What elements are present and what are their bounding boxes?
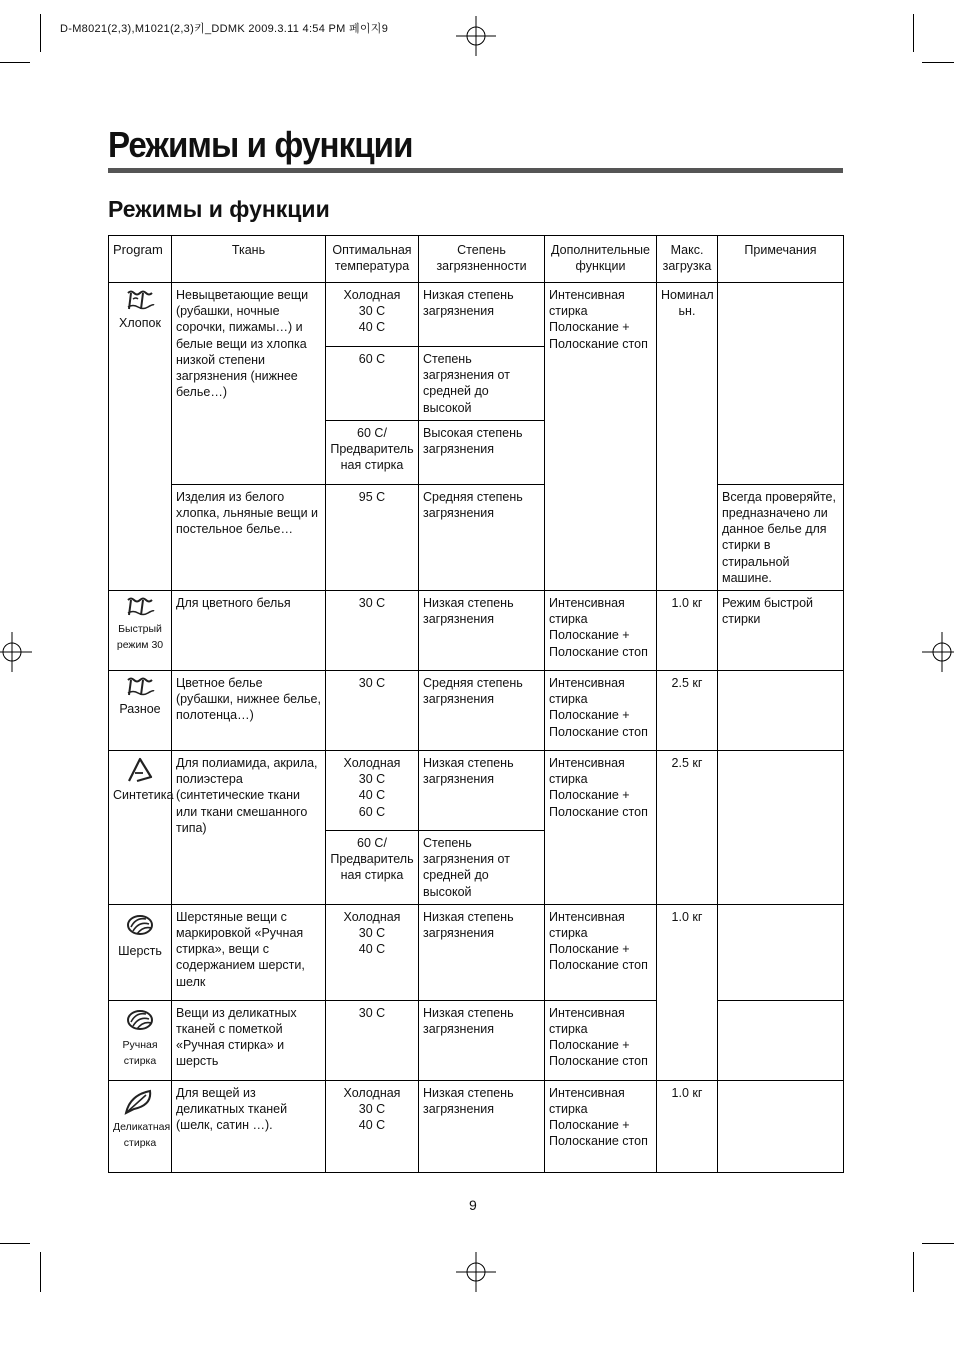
table-row (109, 751, 844, 831)
soil-cell: Средняя степень загрязнения (419, 484, 545, 590)
table-row (109, 1080, 844, 1172)
header-temperature: Оптимальная температура (326, 236, 419, 283)
page-number: 9 (469, 1197, 477, 1213)
temperature-cell: 60 С/ Предваритель ная стирка (326, 831, 419, 905)
fabric-cell: Для цветного белья (172, 591, 326, 671)
fabric-cell: Вещи из деликатных тканей с пометкой «Ручная стирка» и шерсть (172, 1000, 326, 1080)
quick-wash-icon (123, 595, 157, 619)
crop-mark (922, 62, 954, 63)
note-cell (718, 751, 844, 905)
table-row (109, 591, 844, 671)
extra-cell: Интенсивная стирка Полоскание + Полоскание стоп (545, 904, 657, 1000)
load-cell: 1.0 кг (657, 904, 718, 1080)
temperature-cell: 60 С (326, 347, 419, 421)
synthetic-icon (125, 755, 155, 785)
note-cell: Режим быстрой стирки (718, 591, 844, 671)
fabric-cell: Невыцветающие вещи (рубашки, ночные сорочки, пижамы…) и белые вещи из хлопка низкой степени загрязнения (нижнее белье…) (172, 283, 326, 485)
header-fabric: Ткань (172, 236, 326, 283)
crop-mark (0, 62, 30, 63)
note-cell (718, 283, 844, 485)
program-label: Хлопок (119, 316, 161, 330)
temperature-cell: 30 С (326, 671, 419, 751)
table-row (109, 1000, 844, 1080)
temperature-cell: 30 С (326, 1000, 419, 1080)
header-notes: Примечания (718, 236, 844, 283)
note-cell (718, 904, 844, 1000)
crop-mark (0, 1243, 30, 1244)
soil-cell: Высокая степень загрязнения (419, 420, 545, 484)
program-synthetic (109, 751, 172, 905)
temperature-cell: 30 С (326, 591, 419, 671)
mixed-icon (123, 675, 157, 699)
fabric-cell: Для полиамида, акрила, полиэстера (синтетические ткани или ткани смешанного типа) (172, 751, 326, 905)
header-program: Program (109, 236, 172, 283)
table-row (109, 671, 844, 751)
temperature-cell: 60 С/ Предваритель ная стирка (326, 420, 419, 484)
load-cell: 1.0 кг (657, 591, 718, 671)
wool-icon (124, 909, 156, 941)
title-rule (108, 168, 843, 173)
program-wool (109, 904, 172, 1000)
handwash-icon (124, 1005, 156, 1035)
load-cell: 1.0 кг (657, 1080, 718, 1172)
note-cell (718, 1080, 844, 1172)
crop-mark (40, 14, 41, 52)
note-cell (718, 671, 844, 751)
soil-cell: Низкая степень загрязнения (419, 751, 545, 831)
program-quick (109, 591, 172, 671)
temperature-cell: Холодная 30 С 40 С (326, 283, 419, 347)
program-label: Разное (119, 702, 161, 717)
program-handwash (109, 1000, 172, 1080)
extra-cell: Интенсивная стирка Полоскание + Полоскание стоп (545, 1000, 657, 1080)
crop-mark (913, 14, 914, 52)
load-cell: 2.5 кг (657, 671, 718, 751)
soil-cell: Низкая степень загрязнения (419, 1080, 545, 1172)
note-cell (718, 1000, 844, 1080)
temperature-cell: Холодная 30 С 40 С (326, 904, 419, 1000)
table-header-row (109, 236, 844, 283)
crop-mark (913, 1252, 914, 1292)
header-load: Макс. загрузка (657, 236, 718, 283)
extra-cell: Интенсивная стирка Полоскание + Полоскание стоп (545, 751, 657, 905)
program-label: Шерсть (118, 943, 162, 958)
program-cotton (109, 283, 172, 591)
load-cell: Номинал ьн. (657, 283, 718, 591)
cotton-icon (123, 287, 157, 313)
registration-mark-top (456, 16, 496, 56)
registration-mark-bottom (456, 1252, 496, 1292)
soil-cell: Низкая степень загрязнения (419, 904, 545, 1000)
program-label: Ручная стирка (122, 1038, 158, 1068)
extra-cell: Интенсивная стирка Полоскание + Полоскание стоп (545, 283, 657, 591)
table-row (109, 283, 844, 347)
fabric-cell: Шерстяные вещи с маркировкой «Ручная стирка», вещи с содержанием шерсти, шелк (172, 904, 326, 1000)
soil-cell: Низкая степень загрязнения (419, 1000, 545, 1080)
soil-cell: Низкая степень загрязнения (419, 283, 545, 347)
extra-cell: Интенсивная стирка Полоскание + Полоскание стоп (545, 1080, 657, 1172)
program-label: Деликатная стирка (113, 1120, 171, 1150)
extra-cell: Интенсивная стирка Полоскание + Полоскание стоп (545, 591, 657, 671)
program-label: Синтетика (113, 788, 174, 803)
section-title: Режимы и функции (108, 196, 330, 222)
delicate-icon (122, 1085, 158, 1117)
header-extra: Дополнительные функции (545, 236, 657, 283)
extra-cell: Интенсивная стирка Полоскание + Полоскание стоп (545, 671, 657, 751)
table-row (109, 484, 844, 590)
program-delicate (109, 1080, 172, 1172)
program-label: Быстрый режим 30 (116, 623, 164, 652)
program-mixed (109, 671, 172, 751)
registration-mark-right (914, 632, 954, 672)
fabric-cell: Для вещей из деликатных тканей (шелк, сатин …). (172, 1080, 326, 1172)
crop-mark (40, 1252, 41, 1292)
soil-cell: Низкая степень загрязнения (419, 591, 545, 671)
crop-mark (922, 1243, 954, 1244)
page-title: Режимы и функции (108, 124, 413, 165)
print-header: D-M8021(2,3),M1021(2,3)키_DDMK 2009.3.11 4:54 PM 페이지9 (60, 23, 389, 35)
fabric-cell: Изделия из белого хлопка, льняные вещи и постельное белье… (172, 484, 326, 590)
temperature-cell: Холодная 30 С 40 С 60 С (326, 751, 419, 831)
header-soil: Степень загрязненности (419, 236, 545, 283)
table-row (109, 904, 844, 1000)
fabric-cell: Цветное белье (рубашки, нижнее белье, полотенца…) (172, 671, 326, 751)
modes-table (108, 235, 844, 1173)
registration-mark-left (0, 632, 40, 672)
soil-cell: Степень загрязнения от средней до высокой (419, 347, 545, 421)
soil-cell: Степень загрязнения от средней до высокой (419, 831, 545, 905)
temperature-cell: 95 С (326, 484, 419, 590)
soil-cell: Средняя степень загрязнения (419, 671, 545, 751)
temperature-cell: Холодная 30 С 40 С (326, 1080, 419, 1172)
note-cell: Всегда проверяйте, предназначено ли данное белье для стирки в стиральной машине. (718, 484, 844, 590)
load-cell: 2.5 кг (657, 751, 718, 905)
